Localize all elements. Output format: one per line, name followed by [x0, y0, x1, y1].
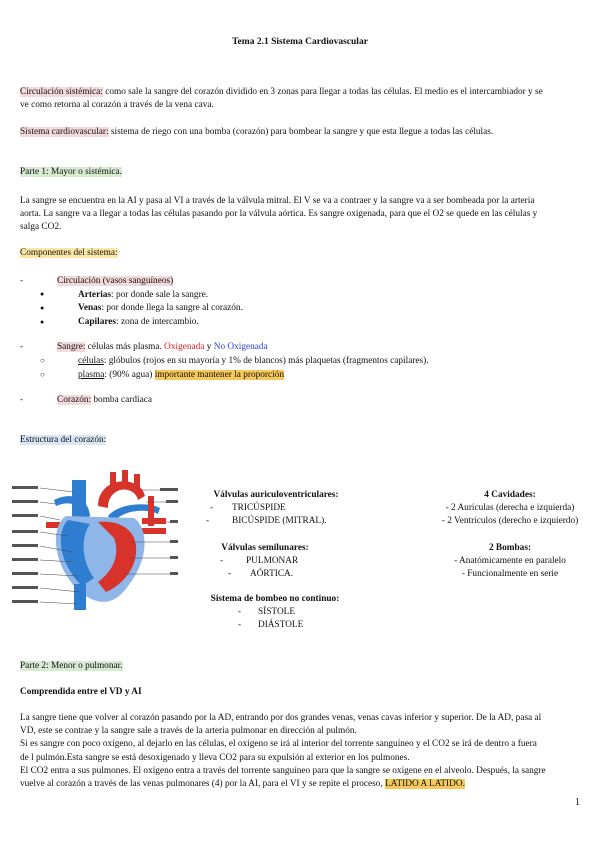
- parte1-line1: La sangre se encuentra en la AI y pasa al VI a través de la válvula mitral. El V se va a contraer y la sangre va a ser bombeada por la arteria: [20, 196, 535, 206]
- y-conjunction: y: [204, 342, 214, 352]
- bullet-marker: ●: [40, 304, 45, 312]
- dash-marker: -: [20, 395, 24, 405]
- parte1-line3: salga CO2.: [20, 222, 62, 233]
- celulas-text: : glóbulos (rojos en su mayoría y 1% de blancos) más plaquetas (fragmentos capilares).: [103, 356, 429, 366]
- circ-sistemica-text2: ve como retorna al corazón a través de la vena cava.: [20, 100, 214, 111]
- circulacion-label: Circulación (vasos sanguíneos): [57, 276, 174, 286]
- componentes-heading: [20, 247, 588, 260]
- dash-marker: -: [20, 276, 24, 286]
- parte2-line5: El CO2 entra a sus pulmones. El oxígeno entra a través del torrente sanguíneo para que la sangre se oxigene en el alveolo. Después, la sangre: [20, 765, 546, 776]
- sangre-text: células más plasma.: [85, 342, 165, 352]
- aortica-label: AÓRTICA.: [250, 569, 294, 580]
- dash-marker: -: [20, 342, 24, 352]
- plasma-highlight: importante mantener la proporción: [154, 370, 285, 380]
- parte1-line2: aorta. La sangre va a llegar a todas las células pasando por la válvula aórtica. Es sangre oxigenada, para que el O2 se quede en las células y: [20, 209, 538, 220]
- parte2-line6: vuelve al corazón a través de las venas pulmonares (4) por la AI, para el VI y se repite el proceso,: [20, 778, 386, 789]
- circle-marker: ○: [40, 370, 45, 379]
- celulas-term: células: [78, 356, 104, 366]
- ventriculos-label: - 2 Ventrículos (derecho e izquierdo): [441, 516, 579, 527]
- latido-highlight: LATIDO A LATIDO.: [385, 778, 465, 789]
- heart-diagram: [10, 466, 180, 618]
- valvulas-av-block: Válvulas auriculoventriculares:: [213, 490, 339, 500]
- sangre-term: Sangre:: [57, 342, 86, 352]
- page-number: 1: [575, 797, 580, 808]
- oxigenada-label: Oxigenada: [164, 342, 205, 352]
- plasma-text: : (90% agua): [104, 370, 155, 380]
- estructura-heading-text: Estructura del corazón:: [20, 435, 107, 445]
- circ-sistemica-text1: como sale la sangre del corazón dividido en 3 zonas para llegar a todas las células. El medio es el intercambiador y se: [102, 87, 543, 97]
- venas-text: : por donde llega la sangre al corazón.: [101, 303, 243, 313]
- bombas-block: 2 Bombas: - Anatómicamente en paralelo - Funcionalmente en serie: [430, 542, 590, 582]
- capilares-text: : zona de intercambio.: [116, 317, 199, 327]
- bullet-marker: ●: [40, 318, 45, 326]
- diastole-label: DIÁSTOLE: [258, 620, 304, 631]
- no-oxigenada-label: No Oxigenada: [213, 342, 268, 352]
- arterias-text: : por donde sale la sangre.: [111, 290, 209, 300]
- parte1-heading-text: Parte 1: Mayor o sistémica.: [20, 167, 122, 177]
- valvulas-sem-block: Válvulas semilunares:: [221, 543, 309, 553]
- valvulas-sem-list: - PULMONAR - AÓRTICA.: [220, 556, 299, 580]
- parte2-paragraph: [20, 712, 588, 791]
- valvulas-sem-title: Válvulas semilunares: [221, 543, 306, 553]
- componentes-heading-text: Componentes del sistema:: [20, 248, 118, 258]
- circ-sistemica-paragraph: [20, 86, 588, 112]
- parte2-line1: La sangre tiene que volver al corazón pasando por la AD, entrando por dos grandes venas, venas cavas inferior y superior. De la AD, pasa al: [20, 713, 542, 723]
- corazon-text: bomba cardíaca: [91, 395, 152, 405]
- circ-sistemica-term: Circulación sistémica:: [20, 87, 103, 97]
- sistema-cardio-term: Sistema cardiovascular:: [20, 127, 109, 137]
- cavidades-title: 4 Cavidades: [484, 490, 533, 500]
- bombeo-block: Sistema de bombeo no continuo:: [210, 594, 340, 604]
- tricuspide-label: TRICÚSPIDE: [232, 503, 286, 513]
- parte2-heading: [20, 660, 588, 673]
- venas-term: Venas: [78, 303, 102, 313]
- valvulas-av-title: Válvulas auriculoventriculares: [213, 490, 336, 500]
- parte2-line3: Si es sangre con poco oxígeno, al dejarlo en las células, el oxígeno se irá al interior del torrente sanguíneo y el CO2 se irá de dentro a fuera: [20, 739, 537, 750]
- parte2-line4: de l pulmón.Esta sangre se está desoxigenado y lleva CO2 para su expulsión al exterior en los pulmones.: [20, 752, 410, 763]
- componentes-list: [0, 275, 600, 415]
- heart-illustration: [10, 466, 180, 618]
- bicuspide-label: BICÚSPIDE (MITRAL).: [232, 516, 327, 527]
- cavidades-block: 4 Cavidades: - 2 Aurículas (derecha e izquierda) - 2 Ventrículos (derecho e izquierdo): [430, 489, 590, 529]
- circle-marker: ○: [40, 356, 45, 365]
- bombeo-title: Sistema de bombeo no continuo: [210, 594, 337, 604]
- sistema-cardio-paragraph: [20, 126, 588, 139]
- parte2-subheading: Comprendida entre el VD y AI: [20, 687, 142, 697]
- parte2-line2: VD, este se contrae y la sangre sale a través de la arteria pulmonar en dirección al pulmón.: [20, 726, 357, 737]
- parte2-heading-text: Parte 2: Menor o pulmonar.: [20, 661, 123, 671]
- bombeo-list: - SÍSTOLE - DIÁSTOLE: [238, 607, 304, 631]
- corazon-term: Corazón:: [57, 395, 92, 405]
- capilares-term: Capilares: [78, 317, 117, 327]
- sistole-label: SÍSTOLE: [258, 607, 296, 617]
- bullet-marker: ●: [40, 290, 45, 298]
- arterias-term: Arterias: [78, 290, 112, 300]
- bomba2-label: - Funcionalmente en serie: [461, 569, 559, 580]
- auriculas-label: - 2 Aurículas (derecha e izquierda): [445, 503, 575, 514]
- parte1-heading: [20, 166, 588, 179]
- valvulas-av-list: - TRICÚSPIDE - BICÚSPIDE (MITRAL).: [206, 503, 327, 527]
- bomba1-label: - Anatómicamente en paralelo: [454, 556, 566, 567]
- estructura-heading: [20, 434, 588, 447]
- pulmonar-label: PULMONAR: [246, 556, 299, 566]
- sistema-cardio-text: sistema de riego con una bomba (corazón) para bombear la sangre y que esta llegue a todas las células.: [108, 127, 494, 137]
- plasma-term: plasma: [78, 370, 105, 380]
- bombas-title: 2 Bombas: [488, 543, 528, 553]
- page-title: Tema 2.1 Sistema Cardiovascular: [232, 37, 368, 47]
- parte1-paragraph: [20, 195, 588, 235]
